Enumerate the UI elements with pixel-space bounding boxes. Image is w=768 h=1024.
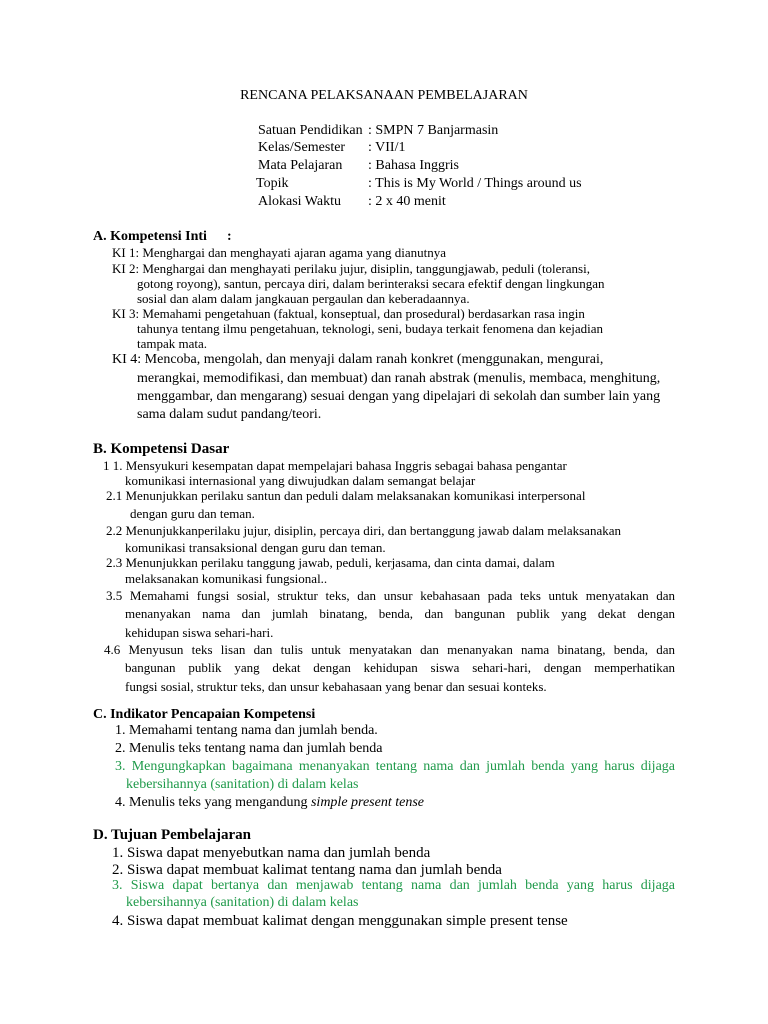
tujuan-3-cont: kebersihannya (sanitation) di dalam kelas xyxy=(126,895,359,910)
identity-row-alokasi: Alokasi Waktu : 2 x 40 menit xyxy=(258,194,446,209)
kd-2-3: 2.3 Menunjukkan perilaku tanggung jawab, peduli, kerjasama, dan cinta damai, dalam xyxy=(106,555,555,570)
section-d-heading: D. Tujuan Pembelajaran xyxy=(93,827,251,843)
tujuan-2: 2. Siswa dapat membuat kalimat tentang nama dan jumlah benda xyxy=(112,862,502,878)
kd-4-6-cont: bangunan publik yang dekat dengan kehidupan siswa sehari-hari, dengan memperhatikan xyxy=(125,660,675,675)
kd-4-6-cont-2: fungsi sosial, struktur teks, dan unsur kebahasaan yang benar dan sesuai konteks. xyxy=(125,679,547,694)
identity-row-satuan: Satuan Pendidikan : SMPN 7 Banjarmasin xyxy=(258,123,499,138)
ki4-line: KI 4: Mencoba, mengolah, dan menyaji dalam ranah konkret (menggunakan, mengurai, xyxy=(112,352,604,367)
ki4-line-4: sama dalam sudut pandang/teori. xyxy=(137,407,322,422)
tujuan-1: 1. Siswa dapat menyebutkan nama dan jumlah benda xyxy=(112,845,431,861)
identity-row-kelas: Kelas/Semester : VII/1 xyxy=(258,140,406,155)
indikator-4: 4. Menulis teks yang mengandung simple present tense xyxy=(115,795,424,810)
kd-1-1-cont: komunikasi internasional yang diwujudkan dalam semangat belajar xyxy=(125,473,476,488)
identity-row-mapel: Mata Pelajaran : Bahasa Inggris xyxy=(258,158,459,173)
ki2-line: KI 2: Menghargai dan menghayati perilaku jujur, disiplin, tanggungjawab, peduli (toleransi, xyxy=(112,261,590,276)
tujuan-4: 4. Siswa dapat membuat kalimat dengan menggunakan simple present tense xyxy=(112,913,568,929)
ki3-line-2: tahunya tentang ilmu pengetahuan, teknologi, seni, budaya terkait fenomena dan kejadian xyxy=(137,321,604,336)
indikator-3: 3. Mengungkapkan bagaimana menanyakan tentang nama dan jumlah benda yang harus dijaga xyxy=(115,759,675,774)
section-c-heading: C. Indikator Pencapaian Kompetensi xyxy=(93,707,316,722)
kd-2-2: 2.2 Menunjukkanperilaku jujur, disiplin, percaya diri, dan bertanggung jawab dalam melaksanakan xyxy=(106,523,621,538)
ki2-line-3: sosial dan alam dalam jangkauan pergaulan dan keberadaannya. xyxy=(137,291,470,306)
document-title: RENCANA PELAKSANAAN PEMBELAJARAN xyxy=(240,88,528,103)
ki3-line: KI 3: Memahami pengetahuan (faktual, konseptual, dan prosedural) berdasarkan rasa ingin xyxy=(112,306,585,321)
section-b-heading: B. Kompetensi Dasar xyxy=(93,441,230,457)
kd-3-5-cont: menanyakan nama dan jumlah binatang, benda, dan bangunan publik yang dekat dengan xyxy=(125,606,675,621)
identity-row-topik: Topik : This is My World / Things around us xyxy=(256,176,582,191)
kd-3-5: 3.5 Memahami fungsi sosial, struktur teks, dan unsur kebahasaan pada teks untuk menyatakan dan xyxy=(106,588,675,603)
kd-1-1: 1 1. Mensyukuri kesempatan dapat mempelajari bahasa Inggris sebagai bahasa pengantar xyxy=(103,458,567,473)
tujuan-3: 3. Siswa dapat bertanya dan menjawab tentang nama dan jumlah benda yang harus dijaga xyxy=(112,878,675,893)
kd-3-5-cont-2: kehidupan siswa sehari-hari. xyxy=(125,625,274,640)
indikator-3-cont: kebersihannya (sanitation) di dalam kelas xyxy=(126,777,359,792)
kd-2-1: 2.1 Menunjukkan perilaku santun dan peduli dalam melaksanakan komunikasi interpersonal xyxy=(106,488,586,503)
ki2-line-2: gotong royong), santun, percaya diri, dalam berinteraksi secara efektif dengan lingkungan xyxy=(137,276,605,291)
ki4-line-2: merangkai, memodifikasi, dan membuat) dan ranah abstrak (menulis, membaca, menghitung, xyxy=(137,371,661,386)
kd-4-6: 4.6 Menyusun teks lisan dan tulis untuk menyatakan dan menanyakan nama binatang, benda, dan xyxy=(104,642,675,657)
kd-2-2-cont: komunikasi transaksional dengan guru dan teman. xyxy=(125,540,386,555)
ki3-line-3: tampak mata. xyxy=(137,336,208,351)
indikator-2: 2. Menulis teks tentang nama dan jumlah benda xyxy=(115,741,383,756)
section-a-heading: A. Kompetensi Inti : xyxy=(93,229,232,244)
simple-present-tense-italic: simple present tense xyxy=(310,795,424,810)
indikator-1: 1. Memahami tentang nama dan jumlah benda. xyxy=(115,723,378,738)
ki4-line-3: menggambar, dan mengarang) sesuai dengan yang dipelajari di sekolah dan sumber lain yang xyxy=(137,389,661,404)
kd-2-3-cont: melaksanakan komunikasi fungsional.. xyxy=(125,571,328,586)
ki1-line: KI 1: Menghargai dan menghayati ajaran agama yang dianutnya xyxy=(112,245,447,260)
kd-2-1-cont: dengan guru dan teman. xyxy=(130,506,255,521)
